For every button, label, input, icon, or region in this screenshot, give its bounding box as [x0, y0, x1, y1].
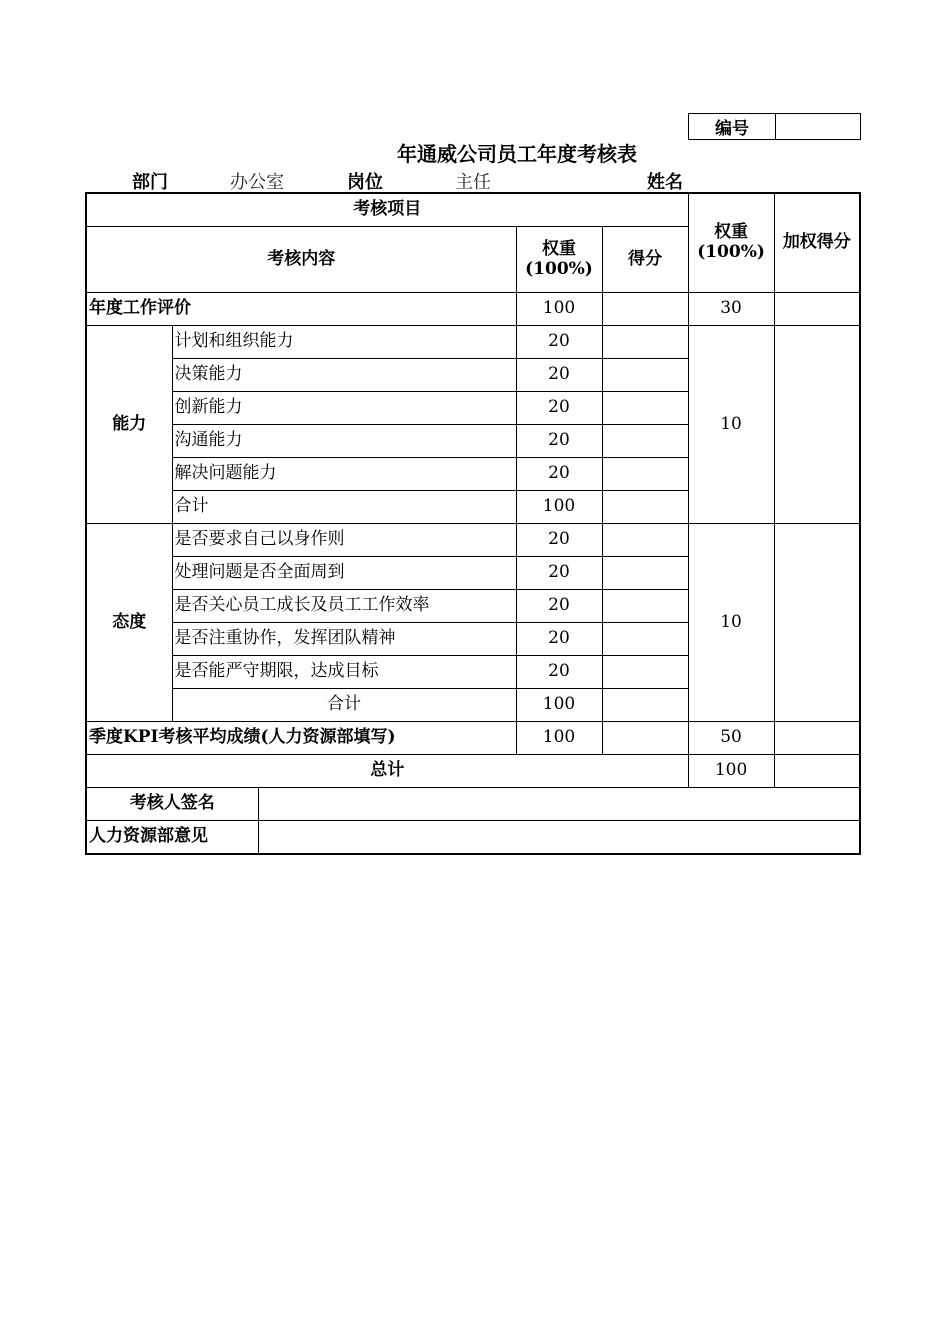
- ability-item-name: 计划和组织能力: [172, 326, 516, 359]
- ability-subtotal-weight: 100: [516, 491, 602, 524]
- dept-value: 办公室: [230, 172, 284, 193]
- annual-weighted[interactable]: [774, 293, 860, 326]
- ability-item-score[interactable]: [602, 425, 688, 458]
- header-row-1: [86, 193, 860, 227]
- ability-label: 能力: [86, 326, 172, 524]
- attitude-item-weight: 20: [516, 524, 602, 557]
- ability-item-score[interactable]: [602, 326, 688, 359]
- attitude-item-score[interactable]: [602, 557, 688, 590]
- attitude-item-weight: 20: [516, 590, 602, 623]
- post-label: 岗位: [347, 172, 383, 193]
- header-outer-weight-line2: (100%): [697, 242, 765, 262]
- assessment-table: [85, 192, 861, 855]
- attitude-subtotal-label: 合计: [172, 689, 516, 722]
- form-code-box: [688, 113, 861, 140]
- form-code-value[interactable]: [776, 114, 861, 140]
- annual-row: [86, 293, 860, 326]
- annual-label: 年度工作评价: [86, 293, 516, 326]
- page-title: 年通威公司员工年度考核表: [397, 142, 637, 166]
- ability-item-weight: 20: [516, 359, 602, 392]
- ability-item-name: 决策能力: [172, 359, 516, 392]
- ability-weighted[interactable]: [774, 326, 860, 524]
- hr-opinion-row: [86, 821, 860, 855]
- attitude-weighted[interactable]: [774, 524, 860, 722]
- attitude-item-weight: 20: [516, 557, 602, 590]
- header-outer-weight-line1: 权重: [714, 222, 749, 243]
- header-outer-weight: [688, 193, 774, 293]
- header-weighted-score: 加权得分: [774, 193, 860, 293]
- attitude-subtotal-weight: 100: [516, 689, 602, 722]
- ability-outer-weight: 10: [688, 326, 774, 524]
- ability-item-weight: 20: [516, 425, 602, 458]
- annual-weight: 100: [516, 293, 602, 326]
- attitude-item-name: 是否注重协作，发挥团队精神: [172, 623, 516, 656]
- attitude-item-score[interactable]: [602, 623, 688, 656]
- total-row: [86, 755, 860, 788]
- ability-subtotal-score[interactable]: [602, 491, 688, 524]
- header-project: 考核项目: [86, 193, 688, 227]
- total-label: 总计: [86, 755, 688, 788]
- ability-item-weight: 20: [516, 392, 602, 425]
- header-weight-line1: 权重: [542, 238, 576, 259]
- ability-subtotal-label: 合计: [172, 491, 516, 524]
- attitude-outer-weight: 10: [688, 524, 774, 722]
- attitude-item-name: 处理问题是否全面周到: [172, 557, 516, 590]
- hr-opinion-field[interactable]: [258, 821, 860, 855]
- attitude-item-score[interactable]: [602, 656, 688, 689]
- annual-score[interactable]: [602, 293, 688, 326]
- total-weighted[interactable]: [774, 755, 860, 788]
- reviewer-row: [86, 788, 860, 821]
- ability-item-name: 沟通能力: [172, 425, 516, 458]
- kpi-outer-weight: 50: [688, 722, 774, 755]
- reviewer-label: 考核人签名: [86, 788, 258, 821]
- header-score: 得分: [602, 227, 688, 293]
- post-value: 主任: [455, 172, 491, 193]
- kpi-weight: 100: [516, 722, 602, 755]
- header-weight: [516, 227, 602, 293]
- name-label: 姓名: [647, 172, 683, 193]
- attitude-row: [86, 524, 860, 557]
- kpi-score[interactable]: [602, 722, 688, 755]
- attitude-item-name: 是否能严守期限，达成目标: [172, 656, 516, 689]
- attitude-subtotal-score[interactable]: [602, 689, 688, 722]
- ability-item-name: 创新能力: [172, 392, 516, 425]
- ability-item-score[interactable]: [602, 359, 688, 392]
- attitude-item-score[interactable]: [602, 524, 688, 557]
- attitude-item-weight: 20: [516, 623, 602, 656]
- kpi-label: 季度KPI考核平均成绩(人力资源部填写): [86, 722, 516, 755]
- dept-label: 部门: [132, 172, 168, 193]
- total-outer-weight: 100: [688, 755, 774, 788]
- ability-item-score[interactable]: [602, 392, 688, 425]
- attitude-item-score[interactable]: [602, 590, 688, 623]
- header-weight-line2: (100%): [525, 258, 593, 279]
- reviewer-signature-field[interactable]: [258, 788, 860, 821]
- attitude-label: 态度: [86, 524, 172, 722]
- ability-row: [86, 326, 860, 359]
- hr-opinion-label: 人力资源部意见: [86, 821, 258, 855]
- ability-item-weight: 20: [516, 458, 602, 491]
- header-content: 考核内容: [86, 227, 516, 293]
- form-code-label: 编号: [689, 114, 776, 140]
- attitude-item-name: 是否要求自己以身作则: [172, 524, 516, 557]
- ability-item-name: 解决问题能力: [172, 458, 516, 491]
- ability-item-score[interactable]: [602, 458, 688, 491]
- kpi-weighted[interactable]: [774, 722, 860, 755]
- attitude-item-weight: 20: [516, 656, 602, 689]
- attitude-item-name: 是否关心员工成长及员工工作效率: [172, 590, 516, 623]
- annual-outer-weight: 30: [688, 293, 774, 326]
- kpi-row: [86, 722, 860, 755]
- ability-item-weight: 20: [516, 326, 602, 359]
